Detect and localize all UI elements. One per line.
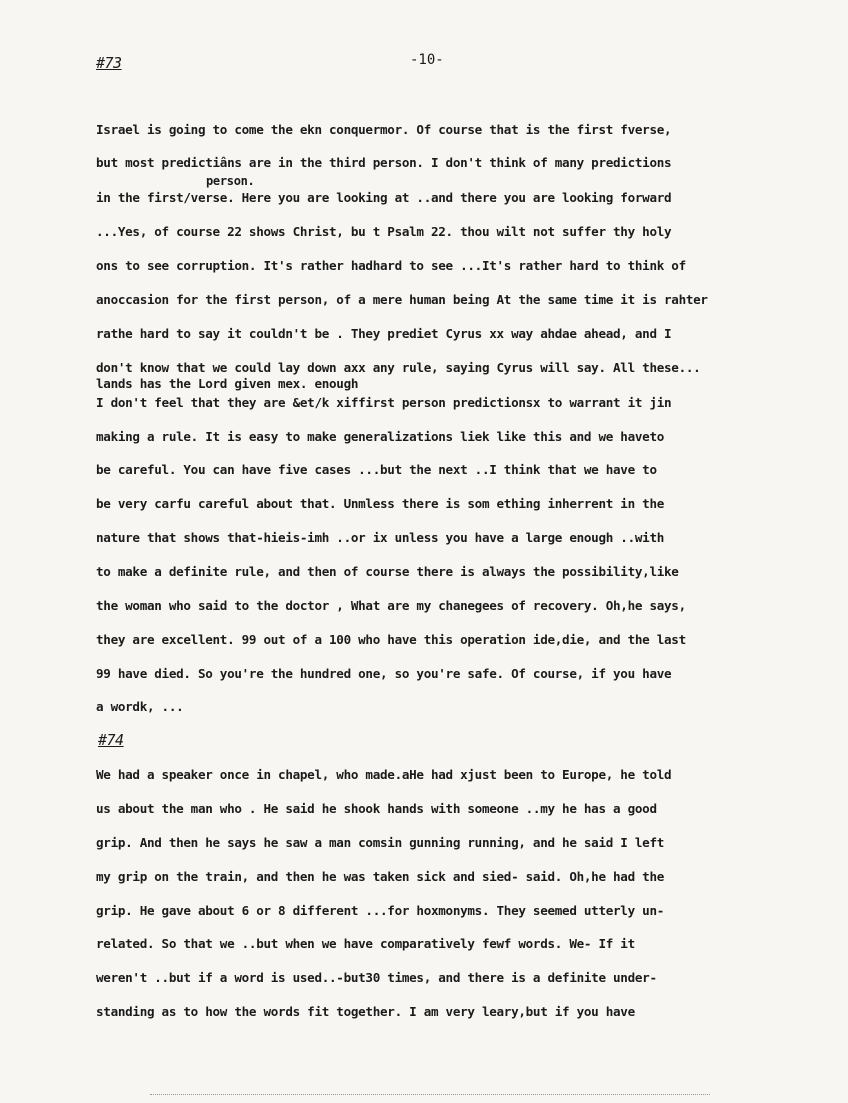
text-line: making a rule. It is easy to make generalizations liek like this and we haveto [96,429,665,444]
text-line: us about the man who . He said he shook hands with someone ..my he has a good [96,801,657,816]
text-line: but most predictiâns are in the third person. I don't think of many predictions [96,155,672,170]
text-line: Israel is going to come the ekn conquermor. Of course that is the first fverse, [96,122,672,137]
text-line: be careful. You can have five cases ...but the next ..I think that we have to [96,462,657,477]
text-line: 99 have died. So you're the hundred one, so you're safe. Of course, if you have [96,666,672,681]
section-tag-73: #73 [96,54,122,72]
text-line: my grip on the train, and then he was taken sick and sied- said. Oh,he had the [96,869,665,884]
text-line: the woman who said to the doctor , What are my chanegees of recovery. Oh,he says, [96,598,686,613]
text-line: grip. And then he says he saw a man comsin gunning running, and he said I left [96,835,665,850]
text-line: We had a speaker once in chapel, who made.aHe had xjust been to Europe, he told [96,767,672,782]
inserted-word: person. [206,174,255,188]
text-line: related. So that we ..but when we have comparatively fewf words. We- If it [96,936,635,951]
text-line: ...Yes, of course 22 shows Christ, bu t Psalm 22. thou wilt not suffer thy holy [96,224,672,239]
text-line: standing as to how the words fit together. I am very leary,but if you have [96,1004,635,1019]
scan-edge-smudge [150,1094,710,1099]
text-line: in the first/verse. Here you are looking at ..and there you are looking forward [96,190,672,205]
text-line: nature that shows that-hieis-imh ..or ix unless you have a large enough ..with [96,530,665,545]
text-line: they are excellent. 99 out of a 100 who have this operation ide,die, and the last [96,632,686,647]
text-line: lands has the Lord given mex. enough [96,376,359,391]
text-line: anoccasion for the first person, of a mere human being At the same time it is rahter [96,292,708,307]
text-line: rathe hard to say it couldn't be . They prediet Cyrus xx way ahdae ahead, and I [96,326,672,341]
text-line: ons to see corruption. It's rather hadhard to see ...It's rather hard to think of [96,258,686,273]
text-line: I don't feel that they are &et/k xiffirst person predictionsx to warrant it jin [96,395,672,410]
text-line: grip. He gave about 6 or 8 different ...for hoxmonyms. They seemed utterly un- [96,903,665,918]
text-line: a wordk, ... [96,699,184,714]
text-line: weren't ..but if a word is used..-but30 times, and there is a definite under- [96,970,657,985]
page-number: -10- [410,52,444,68]
text-line: don't know that we could lay down axx any rule, saying Cyrus will say. All these... [96,360,701,375]
section-tag-74: #74 [98,731,124,749]
text-line: be very carfu careful about that. Unmless there is som ething inherrent in the [96,496,665,511]
text-line: to make a definite rule, and then of course there is always the possibility,like [96,564,679,579]
